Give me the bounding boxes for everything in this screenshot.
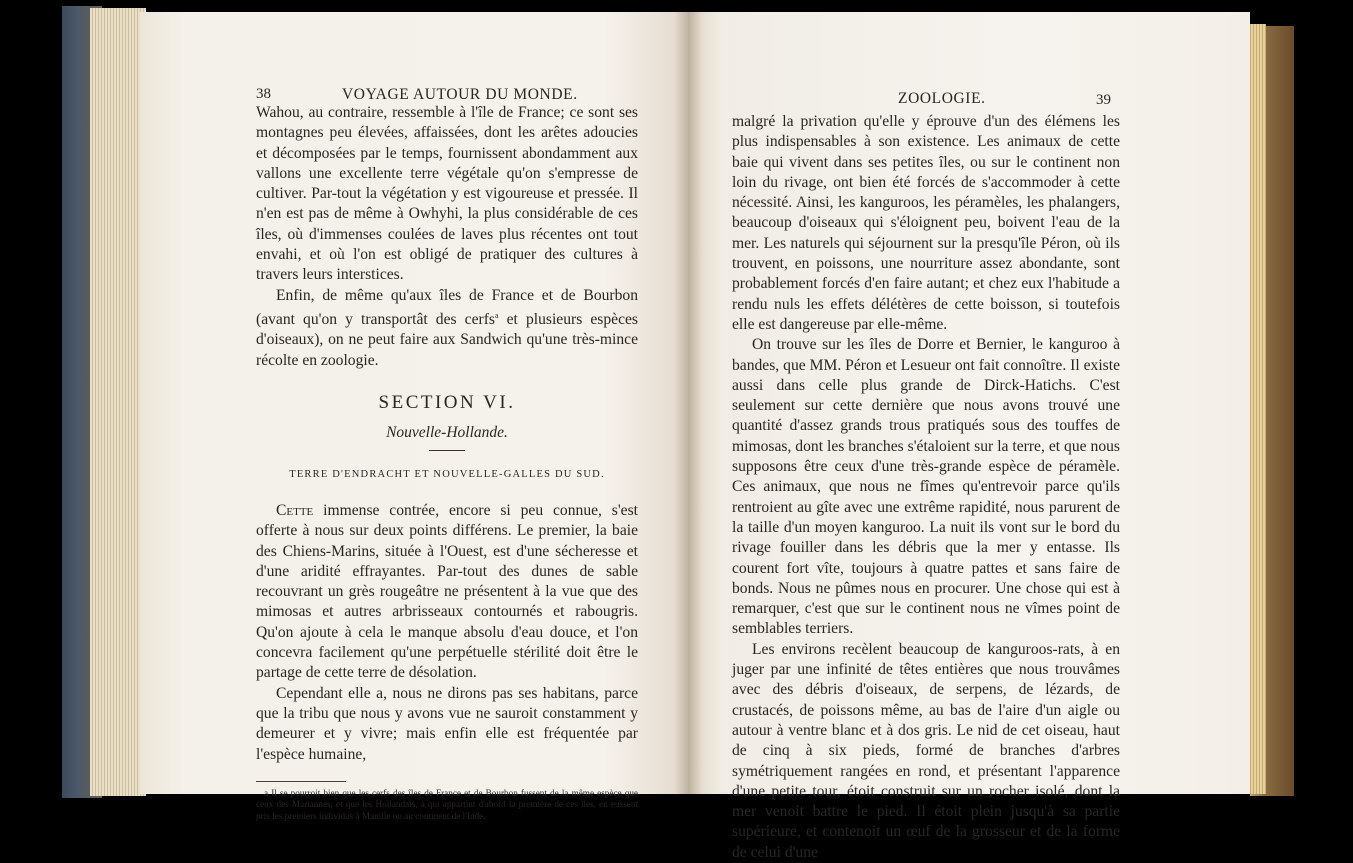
footnote-rule (256, 781, 346, 782)
right-paragraph-2: On trouve sur les îles de Dorre et Bernier, le kanguroo à bandes, que MM. Péron et Lesueur ont fait connoître. Il existe aussi dans celle plus grande de Dirck-Hatichs. C'est seulement sur cette dernière que nous avons trouvé une quantité d'assez grands trous pratiqués sous des touffes de mimosas, dont les branches s'étaloient sur la terre, et que nous supposons être ceux d'une très-grande espèce de péramèle. Ces animaux, que nous ne fîmes qu'entrevoir parce qu'ils rentroient au gîte avec une extrême rapidité, nous parurent de la taille d'un moyen kanguroo. La nuit ils vont sur le bord du rivage fouiller dans les débris que la mer y entasse. Ils courent fort vîte, toujours à quatre pattes et sans faire de bonds. Nous ne pûmes nous en procurer. Une chose qui est à remarquer, c'est que sur le continent nous ne vîmes point de semblables terriers. (732, 336, 1120, 638)
left-paragraph-2 (256, 286, 638, 371)
footnote: a Il se pourroit bien que les cerfs des îles de France et de Bourbon fussent de la même espèce que ceux des Mariannes, et que les Hollandais, à qui appartint d'abord la première de ces îles, en eussent pris les premiers individus à Manille ou au continent de l'Inde. (256, 787, 638, 821)
right-paragraph-1: malgré la privation qu'elle y éprouve d'un des élémens les plus indispensables à son existence. Les animaux de cette baie qui vivent dans ses petites îles, ou sur le continent non loin du rivage, ont bien été forcés de s'accommoder à cette nécessité. Ainsi, les kanguroos, les péramèles, les phalangers, beaucoup d'oiseaux qui s'éloignent peu, boivent l'eau de la mer. Les naturels qui séjournent sur la presqu'île Péron, où ils trouvent, en poissons, une nourriture assez abondante, sont probablement forcés d'en faire autant; et chez eux l'habitude a rendu nuls les effets délétères de cette boisson, si toutefois elle est dangereuse par elle-même. (732, 113, 1120, 333)
right-running-head: ZOOLOGIE. (898, 90, 986, 107)
left-paragraph-4: Cependant elle a, nous ne dirons pas ses habitans, parce que la tribu que nous y avons vue ne sauroit constamment y demeurer et y vivre; mais enfin elle est fréquentée par l'espèce humaine, (256, 684, 638, 763)
left-page-text (256, 103, 638, 823)
section-title: SECTION VI. (378, 392, 516, 414)
subsection-heading: TERRE D'ENDRACHT ET NOUVELLE-GALLES DU SUD. (289, 468, 605, 480)
left-paragraph-2-start: Enfin, de même qu'aux îles de France et de Bourbon (avant qu'on y transportât des cerfs (256, 286, 638, 329)
section-subtitle: Nouvelle-Hollande. (386, 424, 508, 442)
page-edges-right (1248, 24, 1266, 794)
right-page-number: 39 (1096, 92, 1111, 108)
right-page-text (732, 112, 1120, 863)
left-page-number: 38 (256, 86, 271, 102)
left-paragraph-3-body: immense contrée, encore si peu connue, s'est offerte à nous sur deux points différens. Le premier, la baie des Chiens-Marins, située à l'Ouest, est d'une sécheresse et d'une aridité effrayantes. Par-tout des dunes de sable recouvrant un grès rougeâtre ne présentent à la vue que des mimosas et autres arbrisseaux contournés et rabougris. Qu'on ajoute à cela le manque absolu d'eau douce, et l'on concevra facilement qu'une perpétuelle stérilité doit être le partage de cette terre de désolation. (256, 501, 638, 682)
left-paragraph-3 (256, 501, 638, 684)
section-rule (429, 450, 465, 451)
left-paragraph-3-initial: Cette (276, 501, 314, 519)
page-edges-left (90, 8, 146, 796)
left-paragraph-1: Wahou, au contraire, ressemble à l'île de France; ce sont ses montagnes peu élevées, affaissées, dont les arêtes adoucies et décomposées par le temps, fournissent abondamment aux vallons une excellente terre végétale qu'on s'empresse de cultiver. Par-tout la végétation y est vigoureuse et pressée. Il n'en est pas de même à Owhyhi, la plus considérable de ces îles, où d'immenses coulées de laves plus récentes ont tout envahi, et où l'on est obligé de pratiquer des cultures à travers leurs interstices. (256, 104, 638, 284)
left-running-head: VOYAGE AUTOUR DU MONDE. (342, 86, 578, 103)
footnote-marker: a (494, 310, 499, 320)
book-gutter (674, 12, 702, 794)
left-paragraph-2-end: et plusieurs espèces d'oiseaux), on ne peut faire aux Sandwich qu'une très-mince récolte en zoologie. (256, 311, 639, 369)
right-paragraph-3: Les environs recèlent beaucoup de kanguroos-rats, à en juger par une infinité de têtes entières que nous trouvâmes avec des débris d'oiseaux, de serpens, de lézards, de crustacés, de poissons même, au bas de l'aire d'un aigle ou autour à ventre blanc et à dos gris. Le nid de cet oiseau, haut de cinq à six pieds, formé de branches d'arbres symétriquement rangées en rond, et présentant l'apparence d'une petite tour, étoit construit sur un rocher isolé, dont la mer venoit battre le pied. Il étoit plein jusqu'à sa partie supérieure, et contenoit un œuf de la grosseur et de la forme de celui d'une (732, 640, 1120, 861)
